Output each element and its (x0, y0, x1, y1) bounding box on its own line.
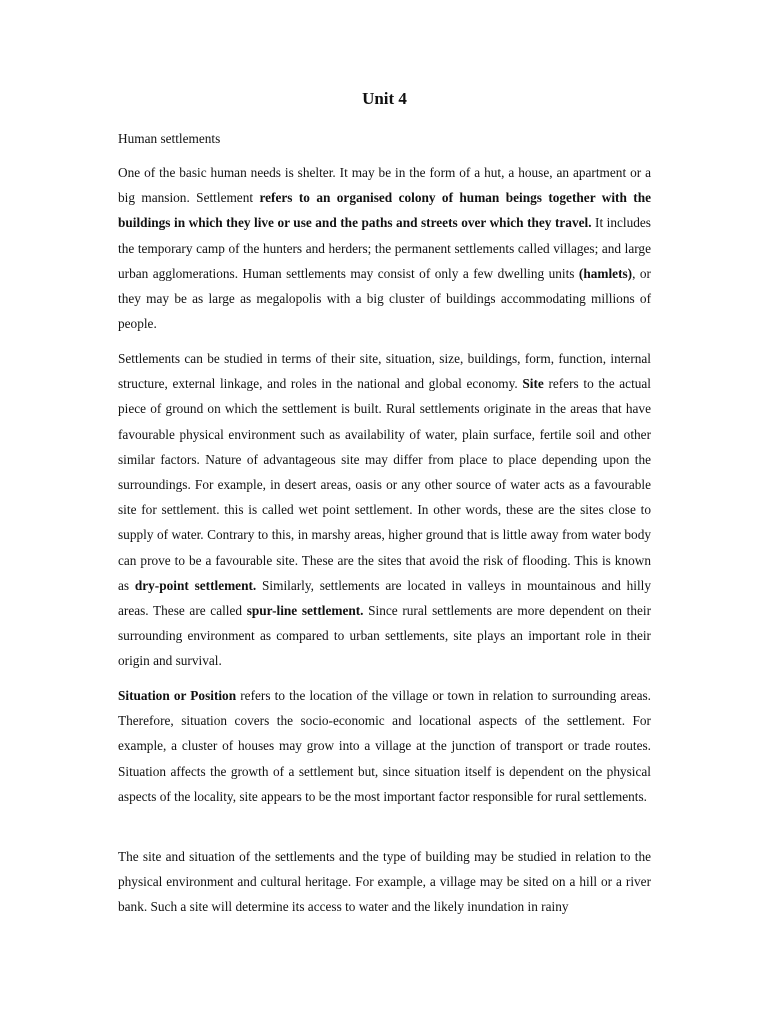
p2-bold-spur-line: spur-line settlement. (246, 603, 364, 619)
p1-bold-hamlets: (hamlets) (578, 265, 633, 281)
paragraph-settlement-definition (118, 160, 651, 336)
p2-bold-dry-point: dry-point settlement. (134, 577, 257, 593)
p2-text-2: refers to the actual piece of ground on which the settlement is built. Rural settlements originate in the areas that have favourable physical environment such as availability of water, plain surface, fertile soil and other similar factors. Nature of advantageous site may differ from place to place depending upon the surroundings. For example, in desert areas, oasis or any other source of water acts as a favourable site for settlement. this is called wet point settlement. In other words, these are the sites close to supply of water. Contrary to this, in marshy areas, higher ground that is little away from water body can prove to be a favourable site. These are the sites that avoid the risk of flooding. This is known as (118, 376, 652, 593)
p4-text-1: The site and situation of the settlements and the type of building may be studied in relation to the physical environment and cultural heritage. For example, a village may be sited on a hill or a river bank. Such a site will determine its access to water and the likely inundation in rainy (118, 849, 651, 915)
p1-text-3: , or they may be as large as megalopolis with a big cluster of buildings accommodating millions of people. (118, 265, 651, 332)
page-title: Unit 4 (362, 89, 407, 108)
p1-text-2: It includes the temporary camp of the hunters and herders; the permanent settlements called villages; and large urban agglomerations. Human settlements may consist of only a few dwelling units (118, 215, 651, 281)
p2-text-1: Settlements can be studied in terms of their site, situation, size, buildings, form, function, internal structure, external linkage, and roles in the national and global economy. (118, 351, 651, 392)
section-heading: Human settlements (118, 131, 221, 146)
p1-text-1: One of the basic human needs is shelter. It may be in the form of a hut, a house, an apartment or a big mansion. Settlement (118, 165, 651, 206)
p2-text-4: Since rural settlements are more dependent on their surrounding environment as compared to urban settlements, site plays an important role in their origin and survival. (118, 603, 651, 669)
p2-bold-site: Site (522, 376, 544, 392)
p3-bold-situation: Situation or Position (118, 688, 237, 703)
p1-bold-definition: refers to an organised colony of human beings together with the buildings in which they live or use and the paths and streets over which they travel. (118, 190, 652, 231)
p3-text-1: refers to the location of the village or town in relation to surrounding areas. Therefore, situation covers the socio-economic and locational aspects of the settlement. For example, a cluster of houses may grow into a village at the junction of transport or trade routes. Situation affects the growth of a settlement but, since situation itself is dependent on the physical aspects of the locality, site appears to be the most important factor responsible for rural settlements. (118, 688, 651, 804)
paragraph-situation (118, 683, 651, 809)
paragraph-site (118, 346, 651, 674)
paragraph-site-and-situation (118, 844, 651, 920)
p2-text-3: Similarly, settlements are located in valleys in mountainous and hilly areas. These are called (118, 577, 651, 619)
